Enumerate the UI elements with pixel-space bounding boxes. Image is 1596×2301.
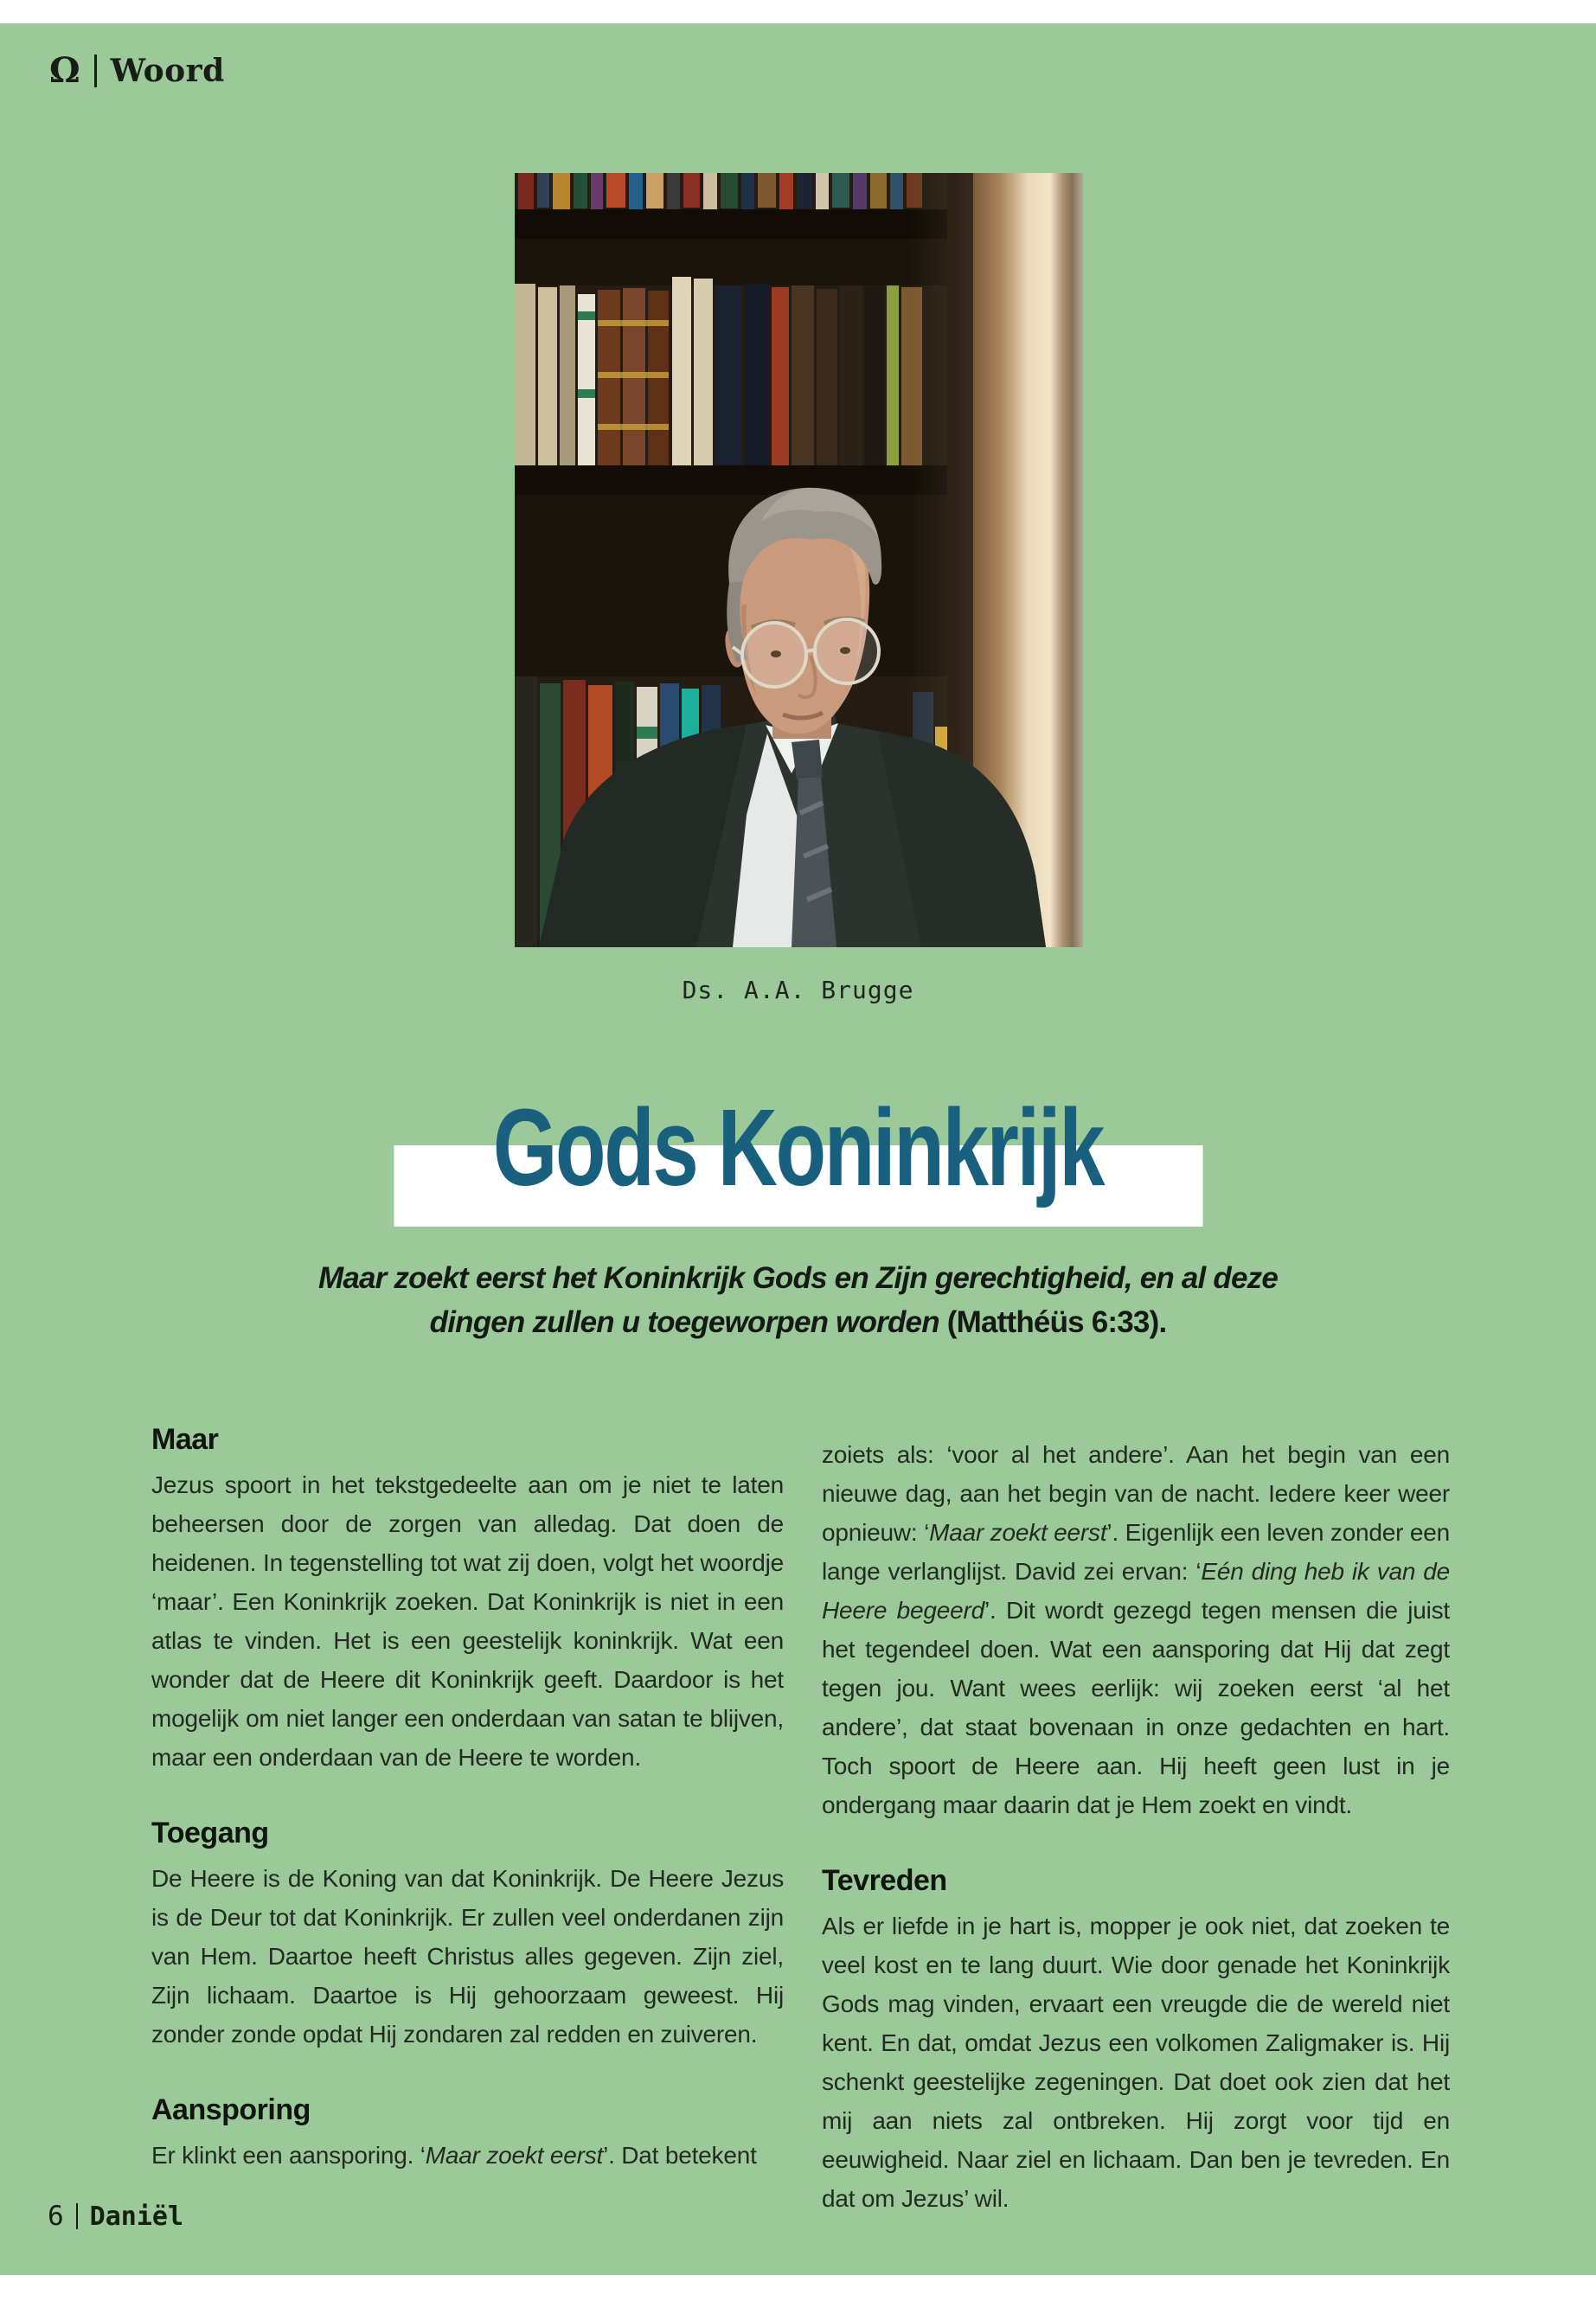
verse-line	[0, 1300, 1596, 1344]
article-body	[151, 1423, 1450, 2218]
article-section-toegang	[151, 1817, 784, 2054]
scripture-verse	[0, 1256, 1596, 1344]
body-text-segment: (Matthéüs 6:33).	[946, 1305, 1167, 1339]
body-text-segment: Er klinkt een aansporing. ‘	[151, 2142, 426, 2169]
article-column-left	[151, 1423, 784, 2218]
page-footer	[48, 2199, 183, 2234]
italic-quote-text: Maar zoekt eerst	[425, 2142, 604, 2169]
header-divider	[94, 54, 97, 87]
body-text-segment: Jezus spoort in het tekstgedeelte aan om je niet te laten beheersen door de zorgen van alledag. Dat doen de heidenen. In tegenstelling tot wat zij doen, volgt het woordje ‘maar’. Een Koninkrijk zoeken. Dat Koninkrijk is niet in een atlas te vinden. Het is een geestelijk koninkrijk. Wat een wonder dat de Heere dit Koninkrijk geeft. Daardoor is het mogelijk om niet langer een onderdaan van satan te blijven, maar een onderdaan van de Heere te worden.	[151, 1471, 784, 1771]
article-section-tevreden	[822, 1864, 1450, 2218]
portrait-photo	[515, 173, 1083, 947]
article-title-block	[0, 1073, 1596, 1254]
article-section-aansporing-continued	[822, 1435, 1450, 1824]
italic-quote-text: Maar zoekt eerst het Koninkrijk Gods en Zijn gerechtigheid, en al deze	[318, 1261, 1278, 1295]
section-paragraph	[822, 1435, 1450, 1824]
magazine-name: Daniël	[89, 2201, 184, 2232]
article-section-aansporing	[151, 2093, 784, 2175]
italic-quote-text: dingen zullen u toegeworpen worden	[429, 1305, 947, 1339]
section-paragraph	[151, 2136, 784, 2175]
page-number: 6	[48, 2201, 64, 2232]
italic-quote-text: Eén ding heb ik van de Heere begeerd	[822, 1558, 1451, 1624]
section-heading: Maar	[151, 1423, 219, 1456]
footer-divider	[76, 2203, 78, 2229]
section-heading: Tevreden	[822, 1864, 947, 1897]
header-section-label: Woord	[110, 53, 225, 89]
body-text-segment: ’. Eigenlijk een leven zonder een lange verlanglijst. David zei ervan: ‘	[822, 1519, 1450, 1585]
italic-quote-text: Maar zoekt eerst	[929, 1519, 1107, 1546]
photo-caption: Ds. A.A. Brugge	[682, 976, 914, 1004]
body-text-segment: zoiets als: ‘voor al het andere’. Aan het begin van een nieuwe dag, aan het begin van de nacht. Iedere keer weer opnieuw: ‘	[822, 1441, 1450, 1546]
omega-logo-icon: Ω	[49, 50, 80, 91]
section-paragraph	[822, 1907, 1450, 2218]
article-title: Gods Koninkrijk	[492, 1086, 1104, 1208]
body-text-segment: Als er liefde in je hart is, mopper je ook niet, dat zoeken te veel kost en te lang duurt. Wie door genade het Koninkrijk Gods mag vinden, ervaart een vreugde die de wereld niet kent. En dat, omdat Jezus een volkomen Zaligmaker is. Hij schenkt geestelijke zegeningen. Dat doet ook zien dat het mij aan niets zal ontbreken. Hij zorgt voor tijd en eeuwigheid. Naar ziel en lichaam. Dan ben je tevreden. En dat om Jezus’ wil.	[822, 1913, 1450, 2212]
section-heading: Aansporing	[151, 2093, 311, 2126]
section-paragraph	[151, 1859, 784, 2054]
verse-line	[0, 1256, 1596, 1300]
article-section-maar	[151, 1423, 784, 1777]
section-paragraph	[151, 1465, 784, 1777]
article-column-right	[822, 1423, 1450, 2218]
section-heading: Toegang	[151, 1817, 269, 1849]
body-text-segment: ’. Dit wordt gezegd tegen mensen die juist het tegendeel doen. Wat een aansporing dat Hij dat zegt tegen jou. Want wees eerlijk: wij zoeken eerst ‘al het andere’, dat staat bovenaan in onze gedachten en hart. Toch spoort de Heere aan. Hij heeft geen lust in je ondergang maar daarin dat je Hem zoekt en vindt.	[822, 1597, 1450, 1818]
body-text-segment: De Heere is de Koning van dat Koninkrijk. De Heere Jezus is de Deur tot dat Koninkrijk. Er zullen veel onderdanen zijn van Hem. Daartoe heeft Christus alles gegeven. Zijn ziel, Zijn lichaam. Daartoe is Hij gehoorzaam geweest. Hij zonder zonde opdat Hij zondaren zal redden en zuiveren.	[151, 1865, 784, 2048]
portrait-illustration	[515, 173, 1083, 947]
body-text-segment: ’. Dat betekent	[603, 2142, 757, 2169]
page-header	[49, 52, 225, 90]
